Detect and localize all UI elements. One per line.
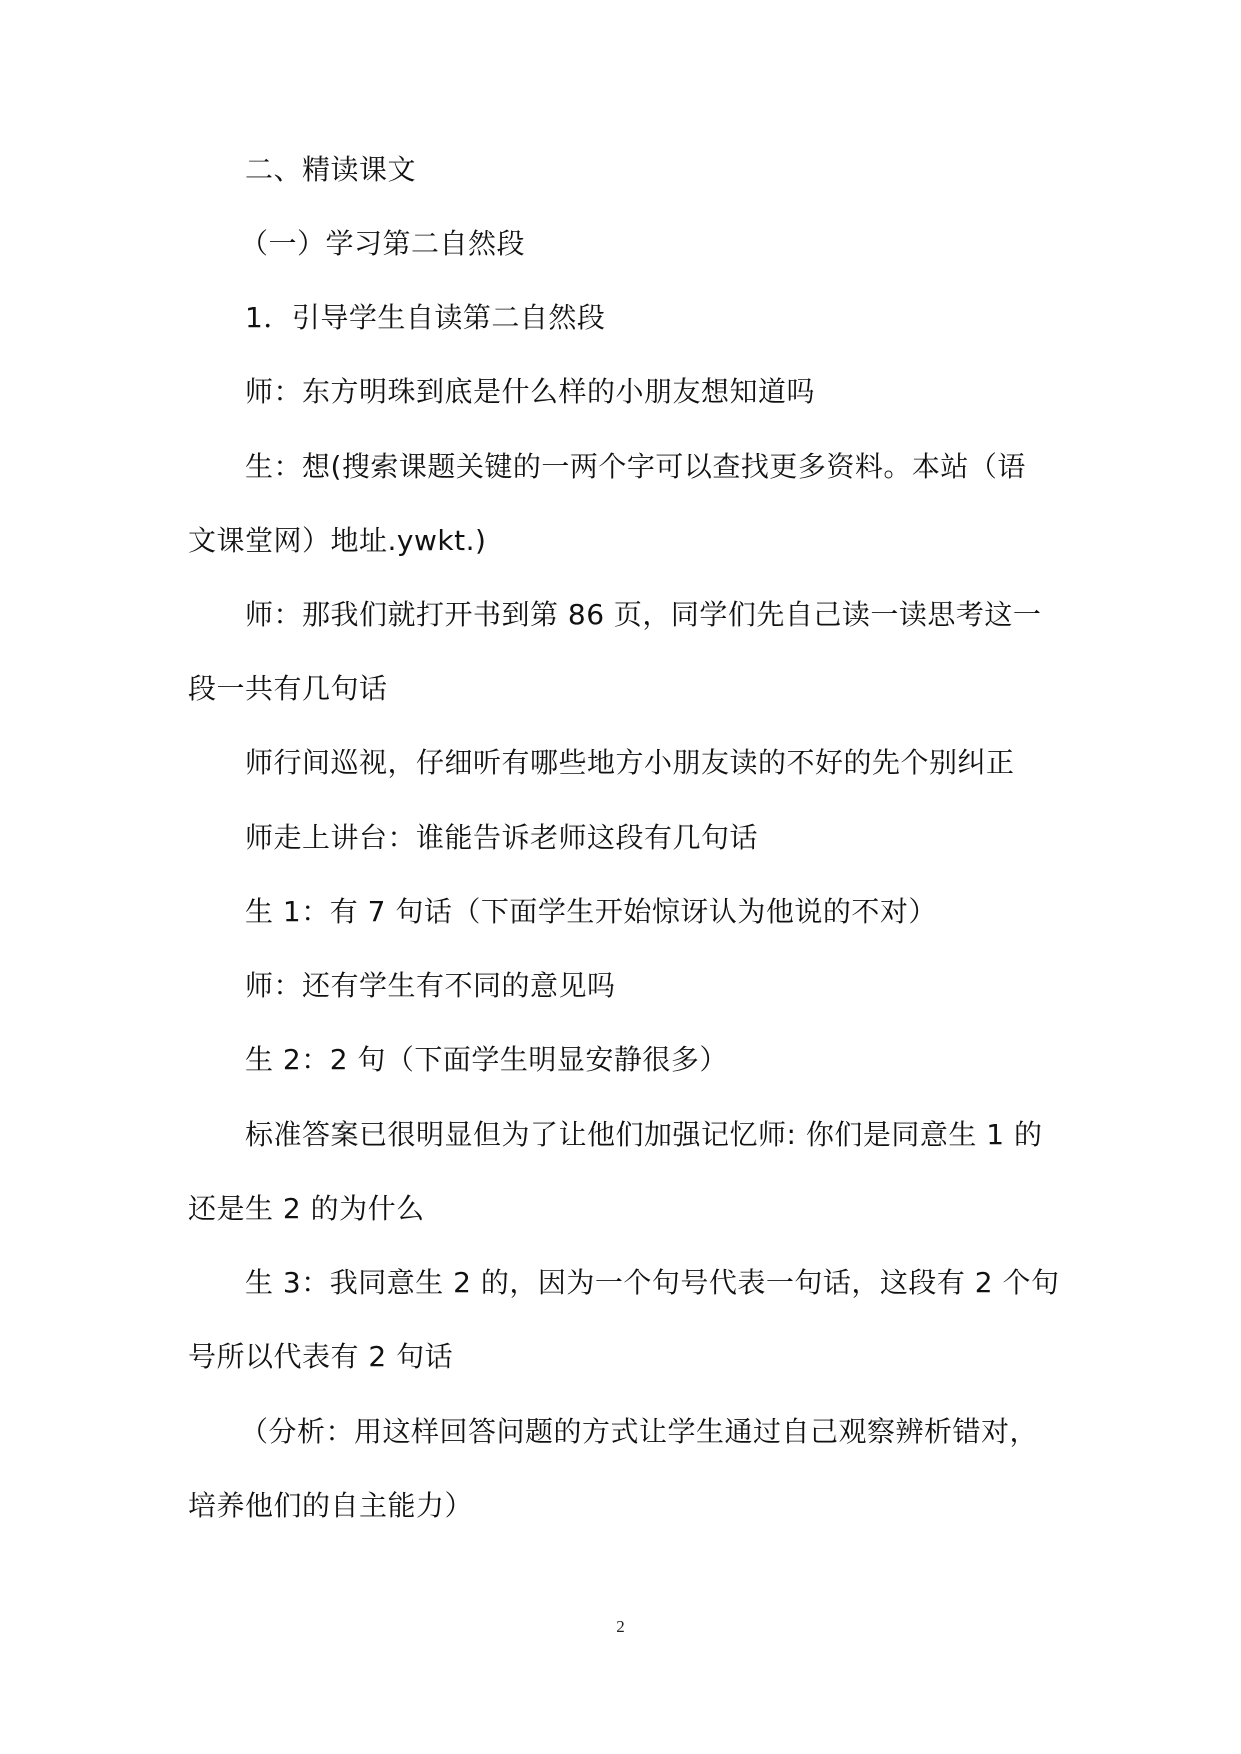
paragraph-line: 师：还有学生有不同的意见吗 xyxy=(245,969,616,1002)
analysis-line: （分析：用这样回答问题的方式让学生通过自己观察辨析错对， xyxy=(240,1415,1039,1448)
paragraph-line: 师走上讲台：谁能告诉老师这段有几句话 xyxy=(245,821,759,854)
paragraph-line: 号所以代表有 2 句话 xyxy=(188,1340,454,1373)
paragraph-line: 生 1：有 7 句话（下面学生开始惊讶认为他说的不对） xyxy=(245,895,937,928)
subsection-heading: （一）学习第二自然段 xyxy=(240,227,526,260)
paragraph-line: 文课堂网）地址.ywkt.) xyxy=(188,524,487,557)
paragraph-line: 师：那我们就打开书到第 86 页，同学们先自己读一读思考这一 xyxy=(245,598,1042,631)
paragraph-line: 生 2：2 句（下面学生明显安静很多） xyxy=(245,1043,728,1076)
paragraph-line: 师行间巡视，仔细听有哪些地方小朋友读的不好的先个别纠正 xyxy=(245,746,1015,779)
paragraph-line: 标准答案已很明显但为了让他们加强记忆师: 你们是同意生 1 的 xyxy=(245,1118,1043,1151)
paragraph-line: 1．引导学生自读第二自然段 xyxy=(245,301,606,334)
paragraph-line: 段一共有几句话 xyxy=(188,672,388,705)
paragraph-line: 生 3：我同意生 2 的，因为一个句号代表一句话，这段有 2 个句 xyxy=(245,1266,1060,1299)
paragraph-line: 生：想(搜索课题关键的一两个字可以查找更多资料。本站（语 xyxy=(245,450,1026,483)
section-heading: 二、精读课文 xyxy=(245,153,417,186)
page-number: 2 xyxy=(616,1617,625,1636)
paragraph-line: 师：东方明珠到底是什么样的小朋友想知道吗 xyxy=(245,375,816,408)
analysis-line: 培养他们的自主能力） xyxy=(188,1489,474,1522)
paragraph-line: 还是生 2 的为什么 xyxy=(188,1192,425,1225)
